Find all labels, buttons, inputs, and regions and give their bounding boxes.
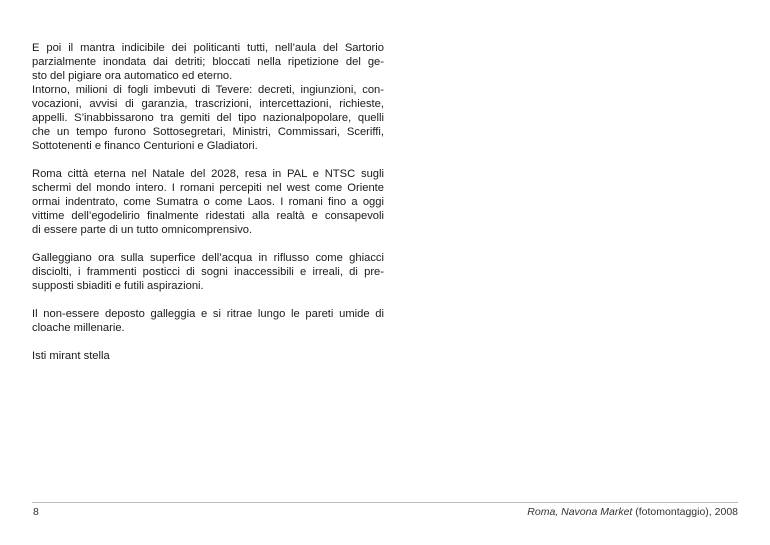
text-line: Galleggiano ora sulla superfice dell’acqua in riflusso come ghiacci [32,252,384,264]
text-line: cloache millenarie. [32,322,125,334]
text-line: E poi il mantra indicibile dei politicanti tutti, nell’aula del Sartorio [32,42,384,54]
paragraph-4 [32,307,384,335]
figure-caption [527,506,738,518]
text-line: vittime dell’egodelirio finalmente ridestati alla realtà e consapevoli [32,210,384,222]
text-line: schermi del mondo intero. I romani percepiti nel west come Oriente [32,182,384,194]
text-line: Il non-essere deposto galleggia e si ritrae lungo le pareti umide di [32,308,384,320]
text-line: ormai indentrato, come Sumatra o come Laos. I romani fino a oggi [32,196,384,208]
text-line: che un tempo furono Sottosegretari, Ministri, Commissari, Sceriffi, [32,126,384,138]
page-number: 8 [33,506,39,518]
text-line: appelli. S’inabbissarono tra gemiti del tipo nazionalpopolare, quelli [32,112,384,124]
text-line: Intorno, milioni di fogli imbevuti di Tevere: decreti, ingiunzioni, con- [32,84,384,96]
text-line: parzialmente inondata dai detriti; bloccati nella ripetizione del ge- [32,56,384,68]
text-line: disciolti, i frammenti posticci di sogni inaccessibili e irreali, di pre- [32,266,384,278]
text-line: supposti sbiaditi e futili aspirazioni. [32,280,204,292]
body-text [32,41,384,377]
caption-detail: (fotomontaggio), 2008 [632,506,738,518]
caption-title: Roma, Navona Market [527,506,633,518]
text-line: Roma città eterna nel Natale del 2028, resa in PAL e NTSC sugli [32,168,384,180]
text-line: Sottotenenti e financo Centurioni e Gladiatori. [32,140,258,152]
footer-rule [32,502,738,503]
paragraph-3 [32,251,384,293]
text-line: vocazioni, avvisi di garanzia, trascrizioni, intercettazioni, richieste, [32,98,384,110]
paragraph-1 [32,41,384,153]
text-line: Isti mirant stella [32,350,110,362]
text-line: di essere parte di un tutto omnicomprensivo. [32,224,253,236]
paragraph-5 [32,349,384,363]
text-line: sto del pigiare ora automatico ed eterno. [32,70,233,82]
paragraph-2 [32,167,384,237]
